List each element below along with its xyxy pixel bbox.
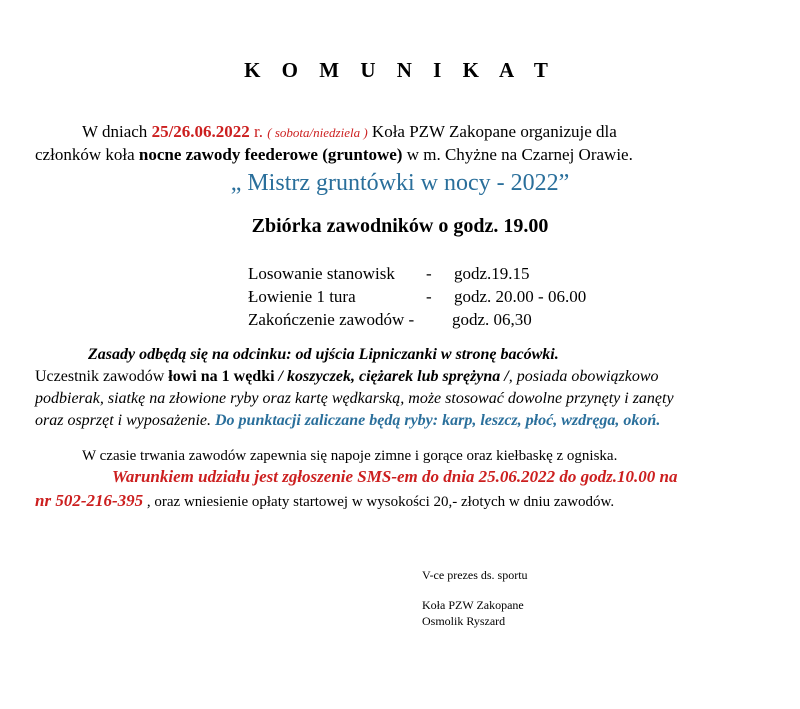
- schedule-row: [248, 264, 530, 284]
- rules-text: , posiada obowiązkowo: [508, 368, 659, 385]
- rules-rods: łowi na 1 wędki: [168, 368, 275, 385]
- rules-text: Uczestnik zawodów: [35, 368, 169, 385]
- rules-tackle: / koszyczek, ciężarek lub sprężyna /: [274, 368, 509, 385]
- event-date: 25/26.06.2022: [151, 122, 250, 141]
- schedule-time: godz. 06,30: [452, 310, 532, 329]
- rules-equipment: podbierak, siatkę na złowione ryby oraz kartę wędkarską, może stosować dowolne przynęty i zanęty: [35, 390, 674, 407]
- schedule-row: [248, 310, 532, 330]
- event-title: „ Mistrz gruntówki w nocy - 2022”: [230, 170, 570, 196]
- intro-line-1: [82, 122, 617, 142]
- intro-text: w m. Chyżne na Czarnej Orawie.: [402, 145, 633, 164]
- schedule-label: Zakończenie zawodów -: [248, 310, 415, 329]
- rules-line-2: [35, 368, 659, 386]
- schedule-label: Losowanie stanowisk: [248, 264, 395, 283]
- rules-scored-fish: Do punktacji zaliczane będą ryby: karp, leszcz, płoć, wzdręga, okoń.: [215, 412, 661, 429]
- signature-role: V-ce prezes ds. sportu: [422, 568, 528, 582]
- competition-type: nocne zawody feederowe (gruntowe): [138, 145, 403, 164]
- info-registration: Warunkiem udziału jest zgłoszenie SMS-em do dnia 25.06.2022 do godz.10.00 na: [112, 467, 678, 486]
- schedule-time: godz.19.15: [454, 264, 530, 283]
- intro-text: Koła PZW Zakopane organizuje dla: [367, 122, 617, 141]
- schedule-row: [248, 287, 586, 307]
- rules-line-4: [35, 412, 660, 430]
- date-suffix: r.: [249, 122, 268, 141]
- intro-text: członków koła: [35, 145, 139, 164]
- gathering-time: Zbiórka zawodników o godz. 19.00: [251, 215, 549, 237]
- rules-text: oraz osprzęt i wyposażenie.: [35, 412, 215, 429]
- schedule-separator: -: [426, 287, 432, 306]
- schedule-label: Łowienie 1 tura: [248, 287, 356, 306]
- schedule-separator: -: [426, 264, 432, 283]
- rules-location: Zasady odbędą się na odcinku: od ujścia Lipniczanki w stronę bacówki.: [88, 346, 559, 363]
- phone-number: nr 502-216-395: [35, 491, 144, 510]
- intro-line-2: [35, 145, 633, 165]
- schedule-time: godz. 20.00 - 06.00: [454, 287, 587, 306]
- info-fee: , oraz wniesienie opłaty startowej w wysokości 20,- złotych w dniu zawodów.: [143, 494, 615, 510]
- info-line-3: [35, 491, 614, 511]
- document-title: K O M U N I K A T: [244, 58, 556, 82]
- signature-org: Koła PZW Zakopane: [422, 598, 524, 612]
- intro-text: W dniach: [82, 122, 152, 141]
- event-days: ( sobota/niedziela ): [267, 125, 368, 140]
- info-catering: W czasie trwania zawodów zapewnia się napoje zimne i gorące oraz kiełbaskę z ogniska.: [82, 448, 618, 464]
- signature-name: Osmolik Ryszard: [422, 614, 506, 628]
